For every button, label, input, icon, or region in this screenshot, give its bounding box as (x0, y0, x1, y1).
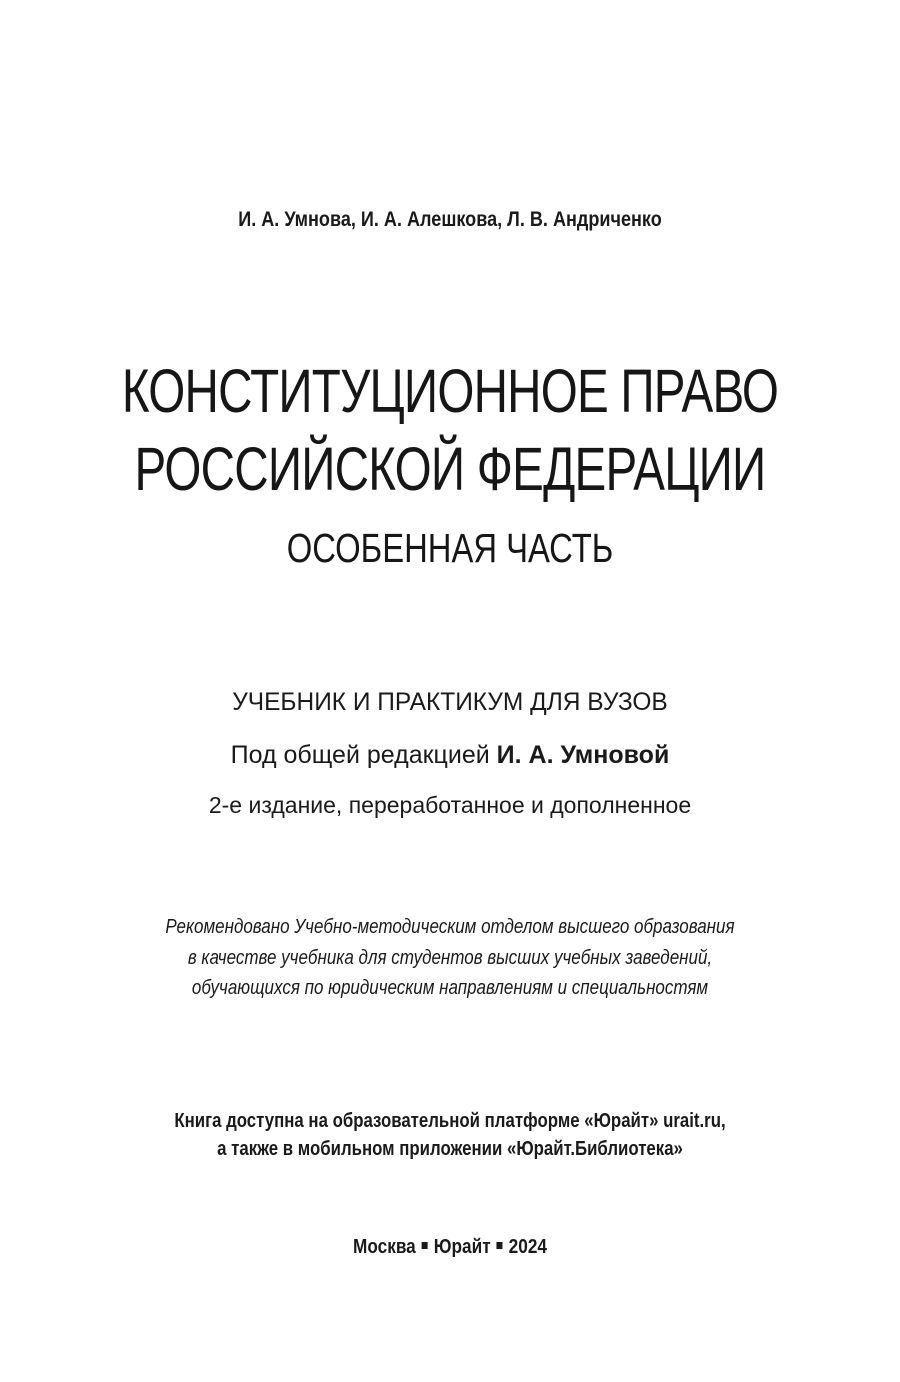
imprint-city: Москва (353, 1236, 416, 1258)
editor-prefix: Под общей редакцией (230, 741, 490, 769)
availability-line-2: а также в мобильном приложении «Юрайт.Библиотека» (217, 1138, 683, 1160)
book-type: УЧЕБНИК И ПРАКТИКУМ ДЛЯ ВУЗОВ (232, 688, 668, 716)
imprint-year: 2024 (508, 1236, 547, 1258)
authors: И. А. Умнова, И. А. Алешкова, Л. В. Андриченко (238, 208, 662, 231)
editor-name: И. А. Умновой (496, 741, 670, 769)
imprint (63, 1236, 837, 1259)
title-line-2: РОССИЙСКОЙ ФЕДЕРАЦИИ (134, 435, 766, 503)
editor-line (0, 741, 900, 770)
separator-square-icon (497, 1242, 503, 1249)
imprint-publisher: Юрайт (433, 1236, 491, 1258)
separator-square-icon (422, 1242, 428, 1249)
subtitle: ОСОБЕННАЯ ЧАСТЬ (286, 525, 614, 571)
title-line-1: КОНСТИТУЦИОННОЕ ПРАВО (121, 357, 779, 425)
recommendation-line-1: Рекомендовано Учебно-методическим отделом высшего образования (165, 916, 735, 938)
edition: 2-е издание, переработанное и дополненное (208, 792, 692, 818)
recommendation-line-3: обучающихся по юридическим направлениям и специальностям (191, 977, 709, 999)
availability-line-1: Книга доступна на образовательной платформе «Юрайт» urait.ru, (174, 1110, 726, 1132)
recommendation-line-2: в качестве учебника для студентов высших учебных заведений, (187, 947, 713, 969)
